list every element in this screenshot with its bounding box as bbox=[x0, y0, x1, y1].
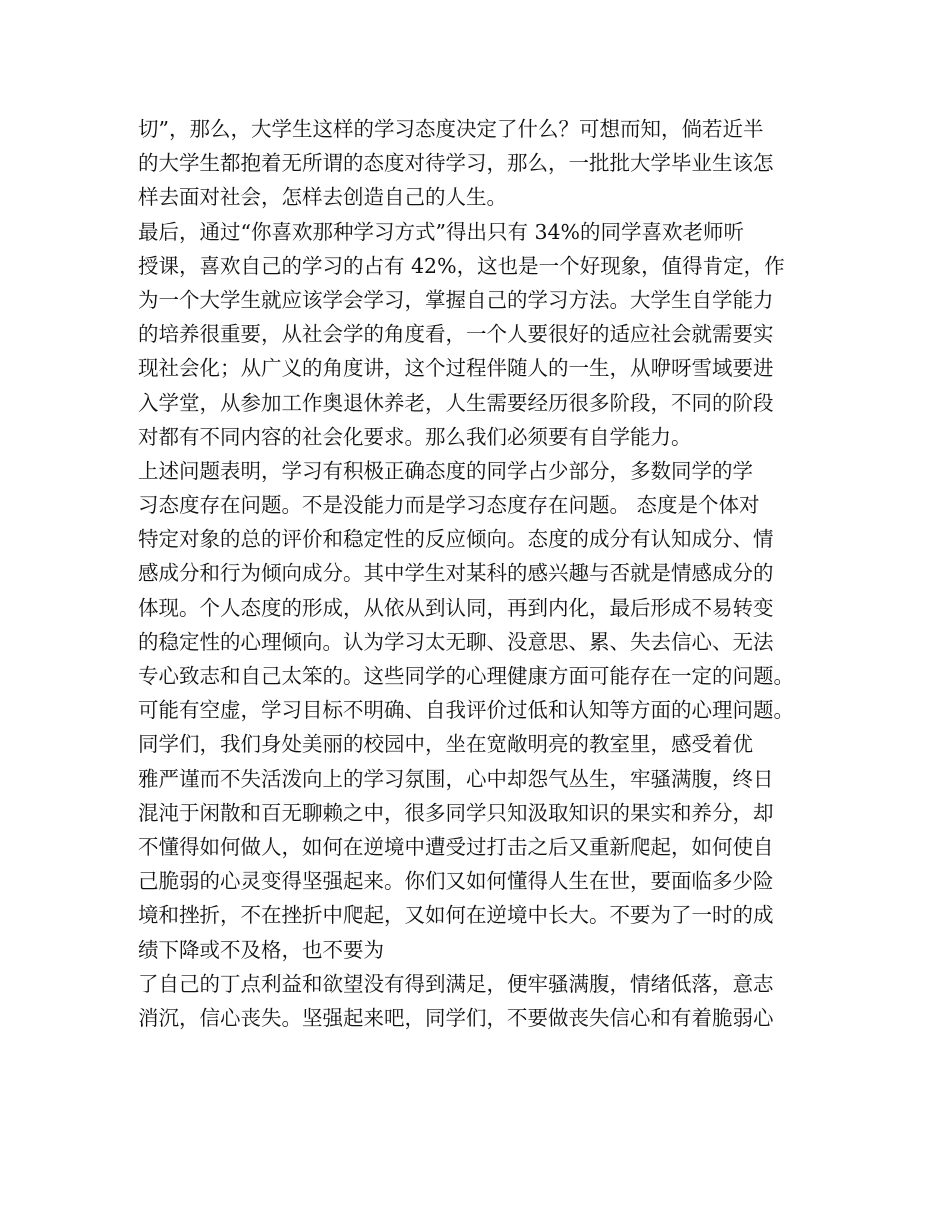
text-line-27: 消沉，信心丧失。坚强起来吧，同学们，不要做丧失信心和有着脆弱心 bbox=[138, 1005, 774, 1030]
text-line-8: 现社会化；从广义的角度讲，这个过程伴随人的一生，从咿呀雪域要进 bbox=[138, 356, 774, 381]
text-line-21: 混沌于闲散和百无聊赖之中，很多同学只知汲取知识的果实和养分，却 bbox=[138, 800, 774, 825]
text-line-4: 最后，通过“你喜欢那种学习方式”得出只有 34%的同学喜欢老师听 bbox=[138, 219, 745, 244]
body-text bbox=[138, 112, 838, 1035]
text-line-26: 了自己的丁点利益和欲望没有得到满足，便牢骚满腹，情绪低落，意志 bbox=[138, 971, 774, 996]
text-line-18: 可能有空虚，学习目标不明确、自我评价过低和认知等方面的心理问题。 bbox=[138, 698, 794, 723]
text-line-14: 感成分和行为倾向成分。其中学生对某科的感兴趣与否就是情感成分的 bbox=[138, 561, 774, 586]
text-line-24: 境和挫折，不在挫折中爬起，又如何在逆境中长大。不要为了一时的成 bbox=[138, 903, 774, 928]
text-line-22: 不懂得如何做人，如何在逆境中遭受过打击之后又重新爬起，如何使自 bbox=[138, 834, 774, 859]
text-line-11: 上述问题表明，学习有积极正确态度的同学占少部分，多数同学的学 bbox=[138, 458, 753, 483]
text-line-7: 的培养很重要，从社会学的角度看，一个人要很好的适应社会就需要实 bbox=[138, 322, 774, 347]
text-line-1: 切”，那么，大学生这样的学习态度决定了什么？可想而知，倘若近半 bbox=[138, 117, 764, 141]
text-line-13: 特定对象的总的评价和稳定性的反应倾向。态度的成分有认知成分、情 bbox=[138, 527, 774, 552]
text-line-12: 习态度存在问题。不是没能力而是学习态度存在问题。 态度是个体对 bbox=[138, 493, 760, 518]
text-line-3: 样去面对社会，怎样去创造自己的人生。 bbox=[138, 185, 507, 210]
text-line-9: 入学堂，从参加工作奥退休养老，人生需要经历很多阶段，不同的阶段 bbox=[138, 390, 774, 415]
text-line-23: 己脆弱的心灵变得坚强起来。你们又如何懂得人生在世，要面临多少险 bbox=[138, 869, 774, 894]
text-line-2: 的大学生都抱着无所谓的态度对待学习，那么，一批批大学毕业生该怎 bbox=[138, 151, 774, 176]
text-line-17: 专心致志和自己太笨的。这些同学的心理健康方面可能存在一定的问题。 bbox=[138, 664, 794, 688]
text-line-5: 授课，喜欢自己的学习的占有 42%，这也是一个好现象，值得肯定，作 bbox=[138, 253, 785, 278]
text-line-19: 同学们，我们身处美丽的校园中，坐在宽敞明亮的教室里，感受着优 bbox=[138, 732, 753, 757]
text-line-16: 的稳定性的心理倾向。认为学习太无聊、没意思、累、失去信心、无法 bbox=[138, 629, 774, 654]
text-line-10: 对都有不同内容的社会化要求。那么我们必须要有自学能力。 bbox=[138, 424, 692, 449]
text-line-15: 体现。个人态度的形成，从依从到认同，再到内化，最后形成不易转变 bbox=[138, 595, 774, 620]
text-line-25: 绩下降或不及格，也不要为 bbox=[138, 937, 384, 962]
text-line-20: 雅严谨而不失活泼向上的学习氛围，心中却怨气丛生，牢骚满腹，终日 bbox=[138, 766, 774, 791]
text-line-6: 为一个大学生就应该学会学习，掌握自己的学习方法。大学生自学能力 bbox=[138, 287, 774, 312]
